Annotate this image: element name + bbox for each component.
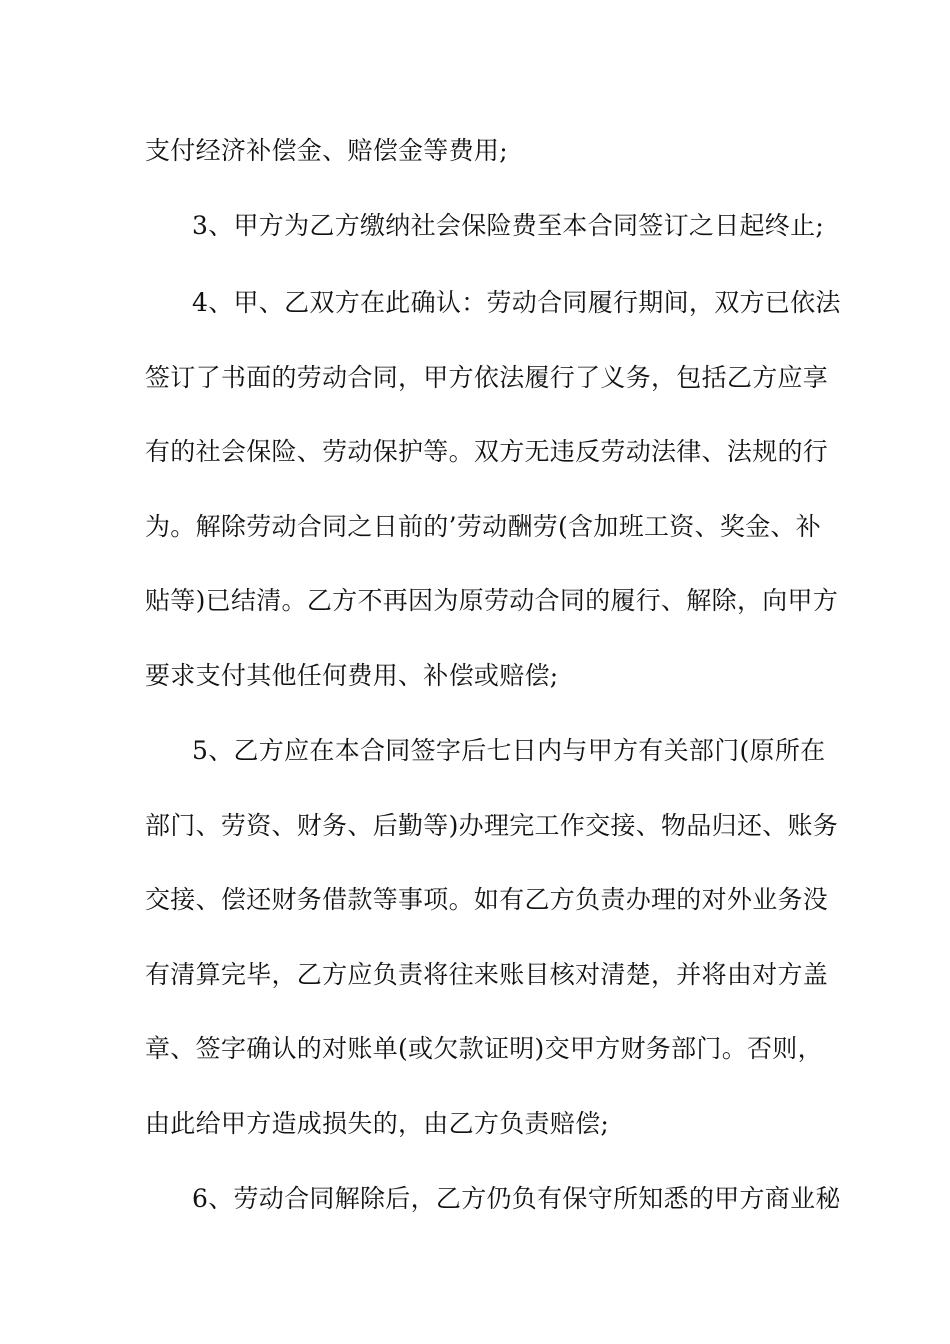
clause-3-line: 3、甲方为乙方缴纳社会保险费至本合同签订之日起终止; [192, 211, 825, 240]
clause-5-line: 5、乙方应在本合同签字后七日内与甲方有关部门(原所在 [192, 736, 826, 765]
text-line: 签订了书面的劳动合同，甲方依法履行了义务，包括乙方应享 [145, 363, 829, 392]
text-line: 由此给甲方造成损失的，由乙方负责赔偿; [145, 1109, 610, 1138]
text-line: 部门、劳资、财务、后勤等)办理完工作交接、物品归还、账务 [145, 811, 839, 840]
text-line: 章、签字确认的对账单(或欠款证明)交甲方财务部门。否则， [145, 1034, 823, 1063]
text-line: 贴等)已结清。乙方不再因为原劳动合同的履行、解除，向甲方 [145, 586, 839, 615]
text-line: 有清算完毕，乙方应负责将往来账目核对清楚，并将由对方盖 [145, 960, 829, 989]
text-line: 交接、偿还财务借款等事项。如有乙方负责办理的对外业务没 [145, 885, 829, 914]
clause-4-line: 4、甲、乙双方在此确认：劳动合同履行期间，双方已依法 [192, 288, 841, 317]
text-line: 支付经济补偿金、赔偿金等费用; [145, 136, 508, 165]
clause-6-line: 6、劳动合同解除后，乙方仍负有保守所知悉的甲方商业秘 [192, 1184, 841, 1213]
text-line: 有的社会保险、劳动保护等。双方无违反劳动法律、法规的行 [145, 437, 829, 466]
text-line: 要求支付其他任何费用、补偿或赔偿; [145, 661, 559, 690]
text-line: 为。解除劳动合同之日前的’劳动酬劳(含加班工资、奖金、补 [145, 512, 822, 541]
